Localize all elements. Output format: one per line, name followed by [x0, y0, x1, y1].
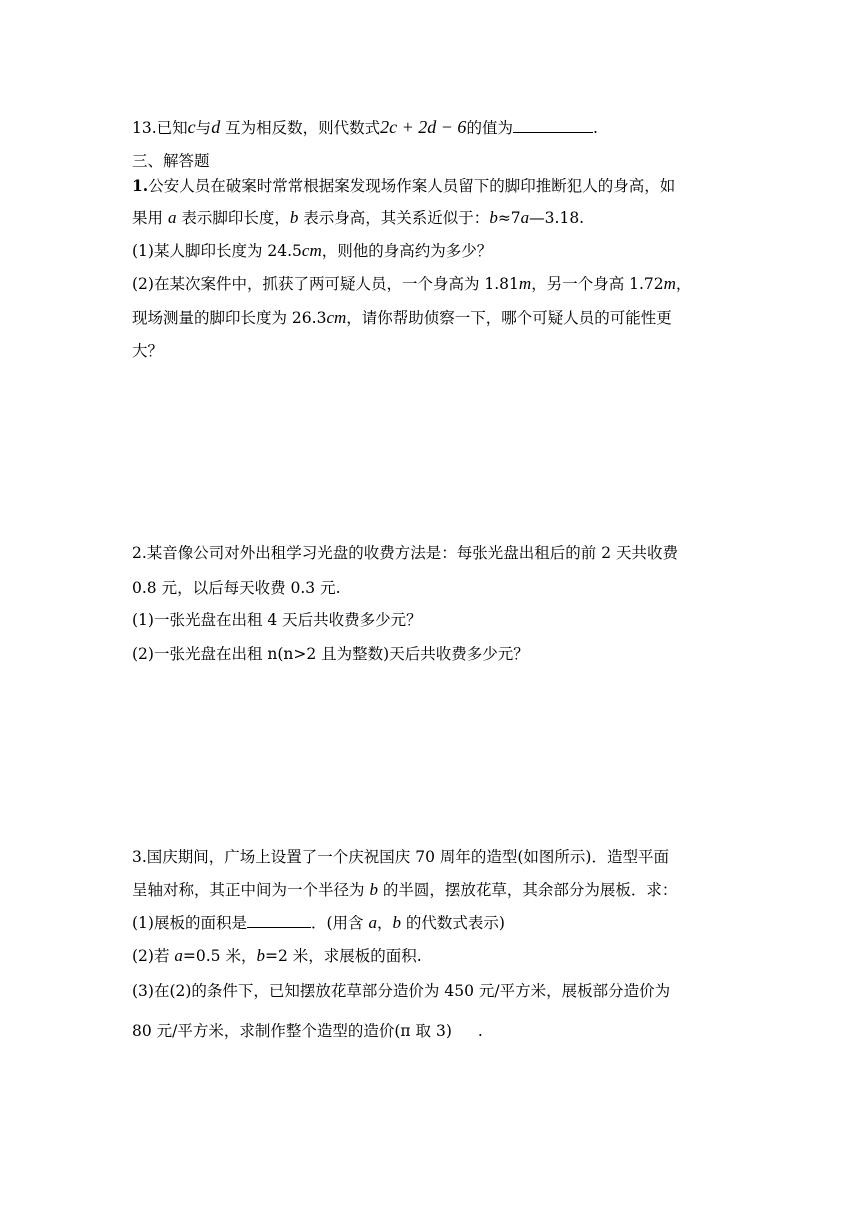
problem-1-question-1: (1)某人脚印长度为 24.5cm，则他的身高约为多少？	[132, 241, 493, 260]
problem-3-line-1: 3.国庆期间，广场上设置了一个庆祝国庆 70 周年的造型(如图所示)．造型平面	[132, 848, 669, 866]
problem-2-line-2: 0.8 元，以后每天收费 0.3 元.	[132, 579, 341, 597]
problem-2-line-1: 2.某音像公司对外出租学习光盘的收费方法是：每张光盘出租后的前 2 天共收费	[132, 544, 679, 562]
problem-1-question-2-cont: 现场测量的脚印长度为 26.3cm，请你帮助侦察一下，哪个可疑人员的可能性更	[132, 308, 672, 327]
expression: 2c + 2d − 6	[380, 117, 467, 137]
problem-3-question-1: (1)展板的面积是 ．(用含 a，b 的代数式表示)	[132, 913, 505, 932]
problem-3-question-3-cont: 80 元/平方米，求制作整个造型的造价(π 取 3) .	[132, 1022, 483, 1040]
answer-blank[interactable]	[247, 913, 311, 928]
variable-d: d	[211, 117, 221, 137]
problem-3-question-2: (2)若 a=0.5 米，b=2 米，求展板的面积.	[132, 946, 422, 965]
section-title: 三、解答题	[132, 152, 210, 170]
problem-3-line-2: 呈轴对称，其正中间为一个半径为 b 的半圆，摆放花草，其余部分为展板．求：	[132, 880, 678, 899]
problem-1-line-1: 1.公安人员在破案时常常根据案发现场作案人员留下的脚印推断犯人的身高，如	[132, 176, 676, 195]
answer-blank[interactable]	[513, 118, 593, 133]
problem-1-question-2-end: 大？	[132, 342, 164, 360]
problem-1-line-2: 果用 a 表示脚印长度，b 表示身高，其关系近似于：b≈7a—3.18.	[132, 208, 585, 227]
problem-1-question-2: (2)在某次案件中，抓获了两可疑人员，一个身高为 1.81m，另一个身高 1.72m，	[132, 274, 692, 293]
variable-c: c	[187, 117, 196, 137]
problem-2-question-1: (1)一张光盘在出租 4 天后共收费多少元？	[132, 611, 422, 629]
question-number: 13.	[132, 119, 157, 137]
problem-2-question-2: (2)一张光盘在出租 n(n>2 且为整数)天后共收费多少元？	[132, 645, 529, 663]
question-13: 13.已知c与d 互为相反数，则代数式2c + 2d − 6的值为 .	[132, 117, 598, 137]
problem-3-question-3: (3)在(2)的条件下，已知摆放花草部分造价为 450 元/平方米，展板部分造价为	[132, 982, 671, 1000]
problem-number: 1.	[132, 176, 149, 195]
